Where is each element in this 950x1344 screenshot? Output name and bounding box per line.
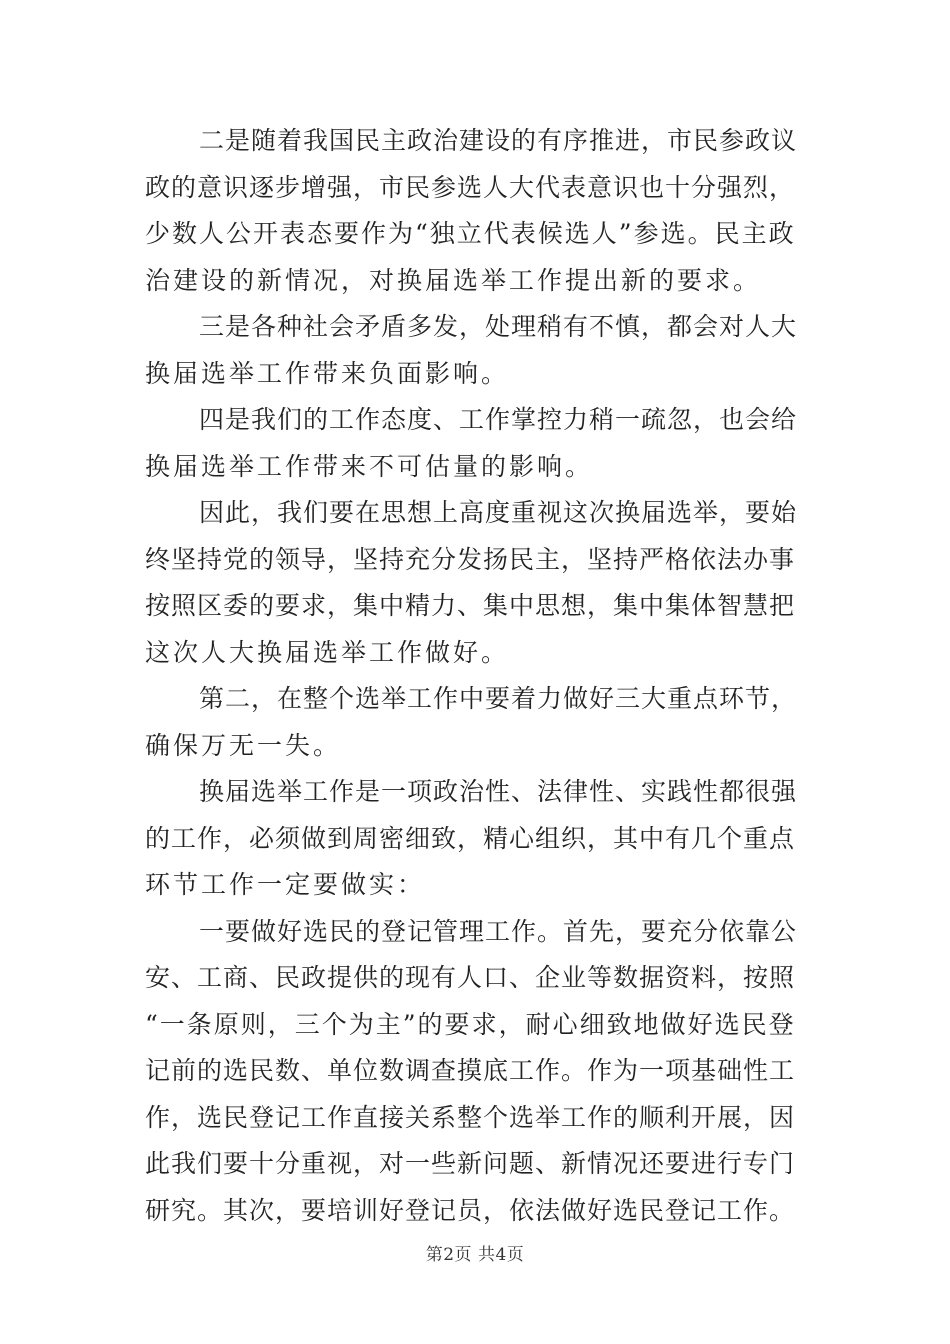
text-line: 确保万无一失。 <box>145 730 342 760</box>
text-line: 按照区委的要求，集中精力、集中思想，集中集体智慧把 <box>145 591 796 620</box>
text-line: 二是随着我国民主政治建设的有序推进，市民参政议 <box>199 126 798 155</box>
text-line: 的工作，必须做到周密细致，精心组织，其中有几个重点 <box>145 823 796 853</box>
text-line: 安、工商、民政提供的现有人口、企业等数据资料，按照 <box>145 963 796 992</box>
text-line: 研究。其次，要培训好登记员，依法做好选民登记工作。 <box>145 1195 796 1225</box>
document-body <box>145 118 805 1234</box>
text-line: 政的意识逐步增强，市民参选人大代表意识也十分强烈， <box>145 172 796 202</box>
text-line: 终坚持党的领导，坚持充分发扬民主，坚持严格依法办事 <box>145 544 796 574</box>
text-line: 这次人大换届选举工作做好。 <box>145 637 510 667</box>
page-footer: 第2页 共4页 <box>425 1245 525 1265</box>
text-line: “一条原则，三个为主”的要求，耐心细致地做好选民登 <box>145 1009 796 1039</box>
text-line: 此我们要十分重视，对一些新问题、新情况还要进行专门 <box>145 1149 796 1178</box>
text-line: 四是我们的工作态度、工作掌控力稍一疏忽，也会给 <box>199 405 798 434</box>
text-line: 换届选举工作带来负面影响。 <box>145 358 510 388</box>
text-line: 治建设的新情况，对换届选举工作提出新的要求。 <box>145 265 762 295</box>
text-line: 换届选举工作是一项政治性、法律性、实践性都很强 <box>199 777 798 806</box>
text-line: 作，选民登记工作直接关系整个选举工作的顺利开展，因 <box>145 1102 796 1132</box>
text-line: 记前的选民数、单位数调查摸底工作。作为一项基础性工 <box>145 1056 796 1085</box>
text-line: 一要做好选民的登记管理工作。首先，要充分依靠公 <box>199 916 798 946</box>
text-line: 第二，在整个选举工作中要着力做好三大重点环节， <box>199 684 798 713</box>
text-line: 换届选举工作带来不可估量的影响。 <box>145 451 594 481</box>
text-line: 少数人公开表态要作为“独立代表候选人”参选。民主政 <box>145 219 796 248</box>
text-line: 三是各种社会矛盾多发，处理稍有不慎，都会对人大 <box>199 312 798 341</box>
text-line: 环节工作一定要做实： <box>145 870 426 899</box>
text-line: 因此，我们要在思想上高度重视这次换届选举，要始 <box>199 498 798 527</box>
